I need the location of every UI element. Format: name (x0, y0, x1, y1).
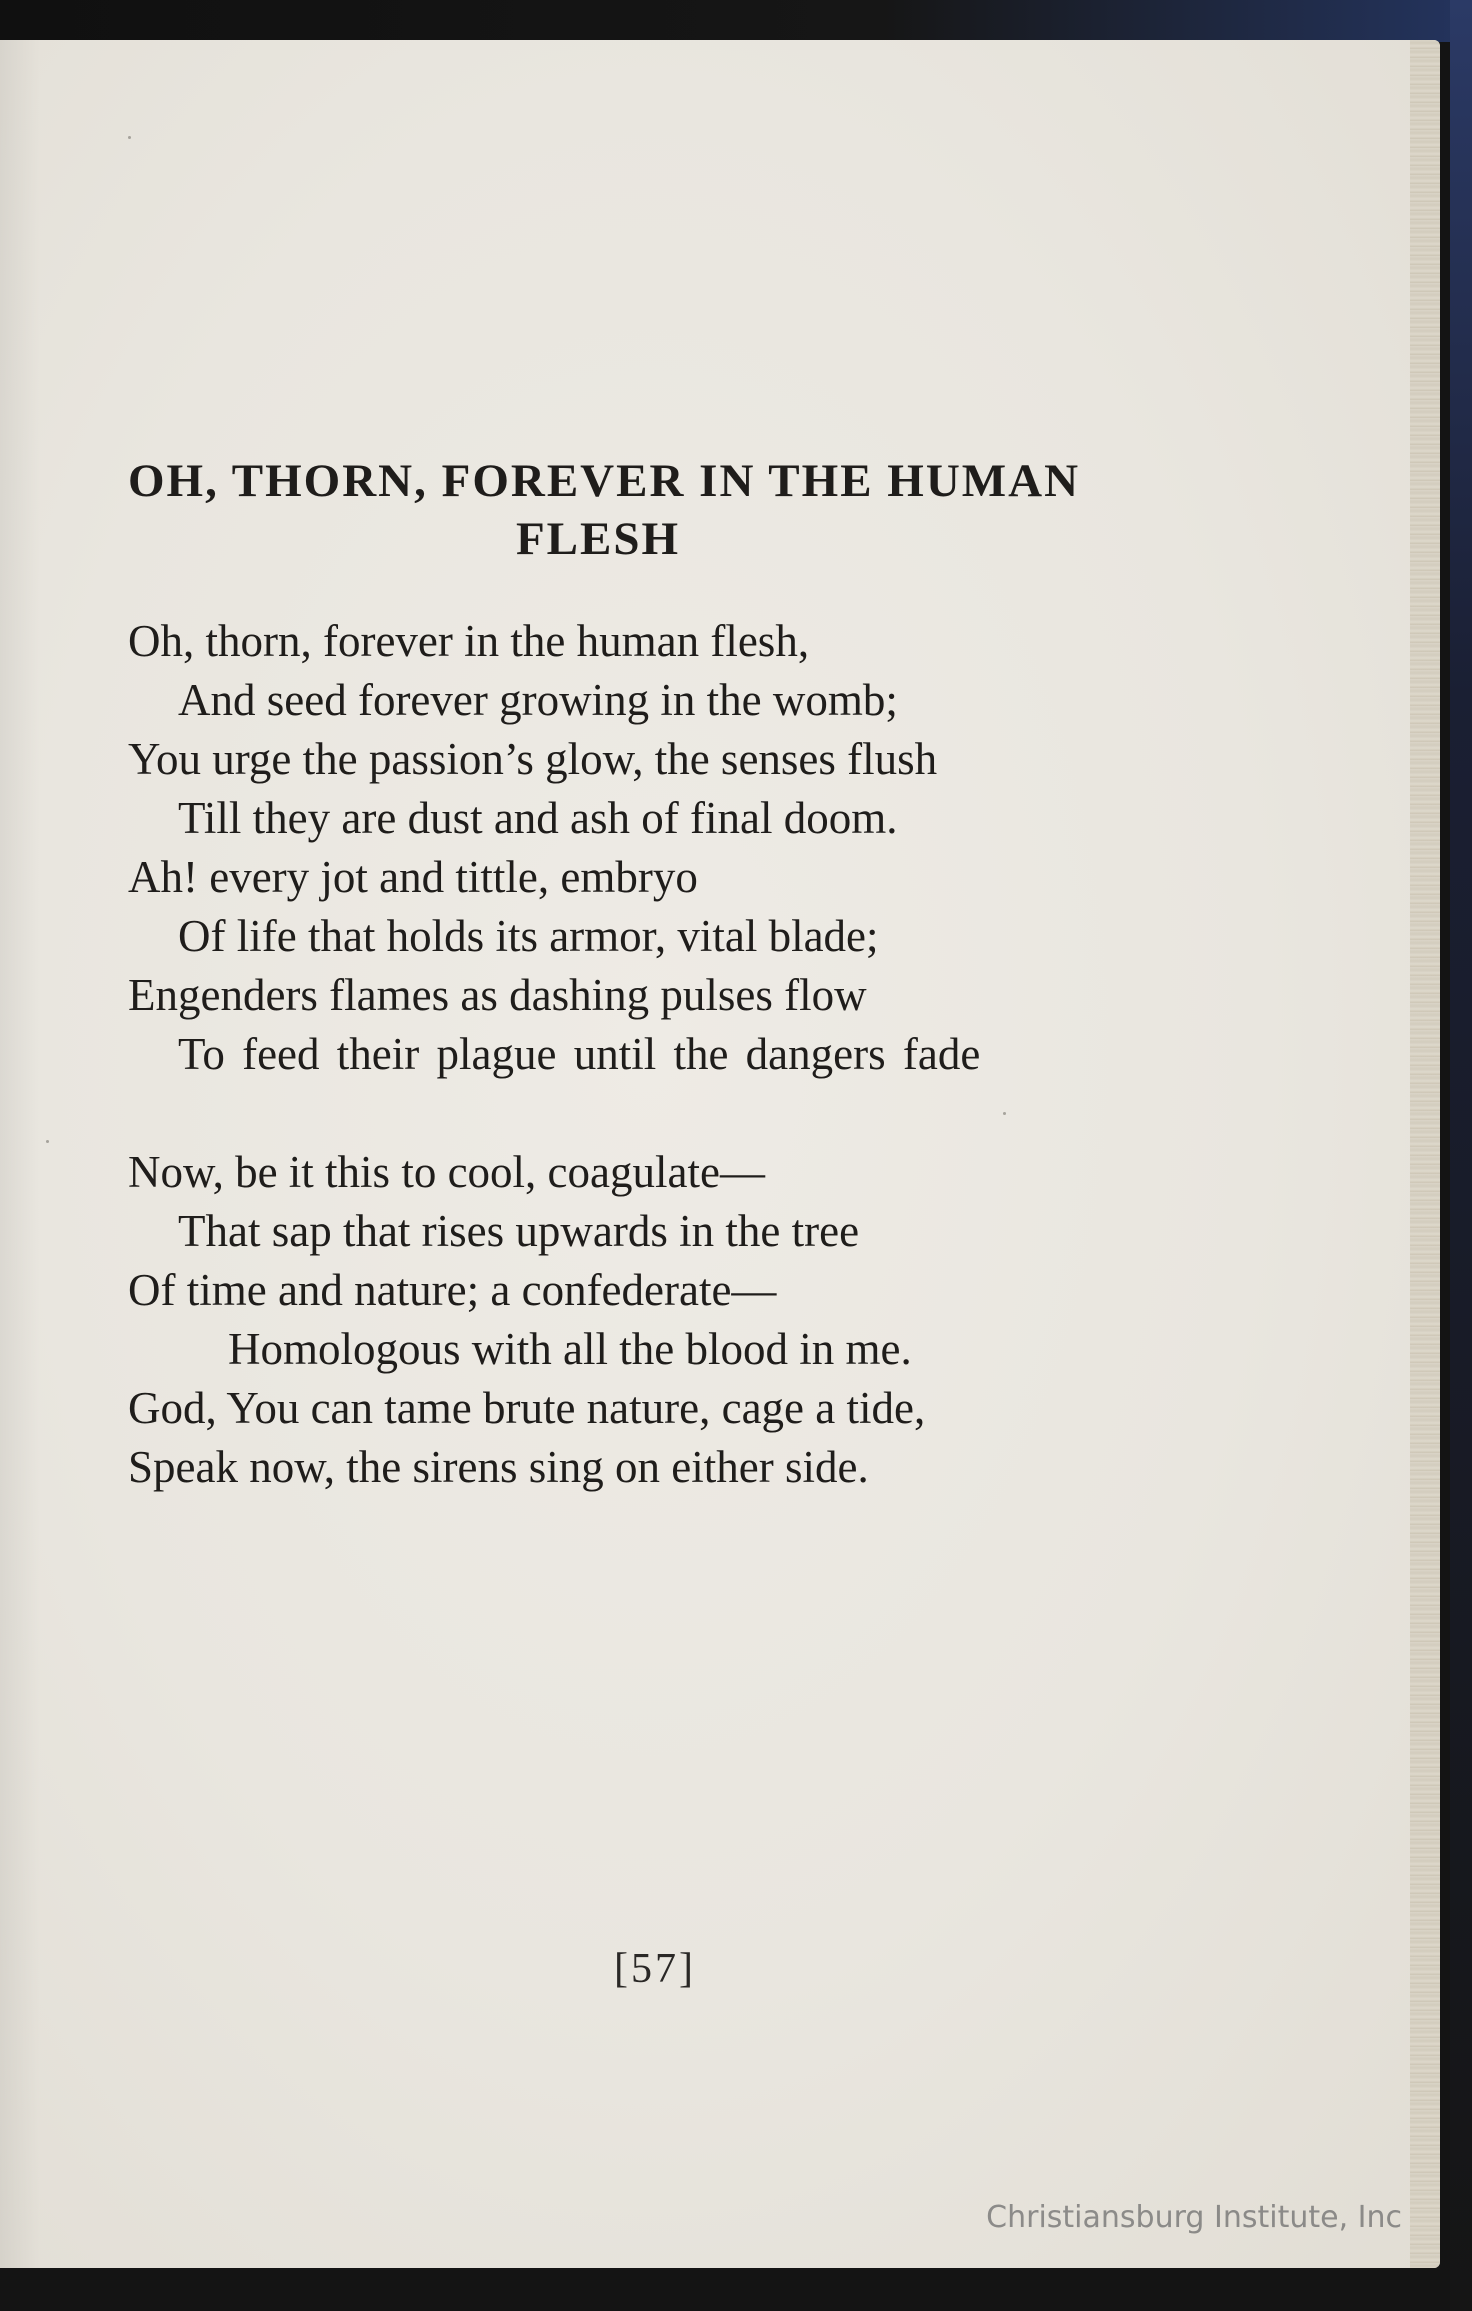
poem-line: Of time and nature; a confederate— (128, 1265, 777, 1315)
poem-line: Of life that holds its armor, vital blade; (178, 911, 879, 961)
poem-stanza-1 (128, 612, 1188, 1084)
page-gutter-shadow (0, 40, 40, 2268)
paper-speck (128, 136, 131, 139)
poem-line: To feed their plague until the dangers fade (178, 1029, 981, 1079)
poem-title-line-2: FLESH (515, 513, 681, 565)
poem-line: Ah! every jot and tittle, embryo (128, 852, 698, 902)
poem-line: And seed forever growing in the womb; (178, 675, 898, 725)
poem (128, 452, 1188, 1497)
book-cover-right (1450, 0, 1472, 2311)
poem-stanza-2 (128, 1143, 1188, 1497)
poem-line: That sap that rises upwards in the tree (178, 1206, 860, 1256)
poem-title-line-1: OH, THORN, FOREVER IN THE HUMAN (128, 455, 1081, 507)
poem-line: Now, be it this to cool, coagulate— (128, 1147, 765, 1197)
poem-line: Speak now, the sirens sing on either side. (128, 1442, 869, 1492)
page-edges (1410, 40, 1440, 2268)
book-cover-top (0, 0, 1472, 42)
poem-line: Engenders flames as dashing pulses flow (128, 970, 867, 1020)
poem-line: God, You can tame brute nature, cage a tide, (128, 1383, 926, 1433)
poem-title (128, 452, 1188, 568)
poem-line: You urge the passion’s glow, the senses flush (128, 734, 938, 784)
poem-line: Oh, thorn, forever in the human flesh, (128, 616, 810, 666)
poem-line: Till they are dust and ash of final doom. (178, 793, 898, 843)
watermark-credit: Christiansburg Institute, Inc (986, 2200, 1402, 2235)
poem-line: Homologous with all the blood in me. (228, 1324, 912, 1374)
page-number: [57] (614, 1946, 696, 1992)
paper-speck (46, 1140, 49, 1143)
book-page (0, 40, 1440, 2268)
